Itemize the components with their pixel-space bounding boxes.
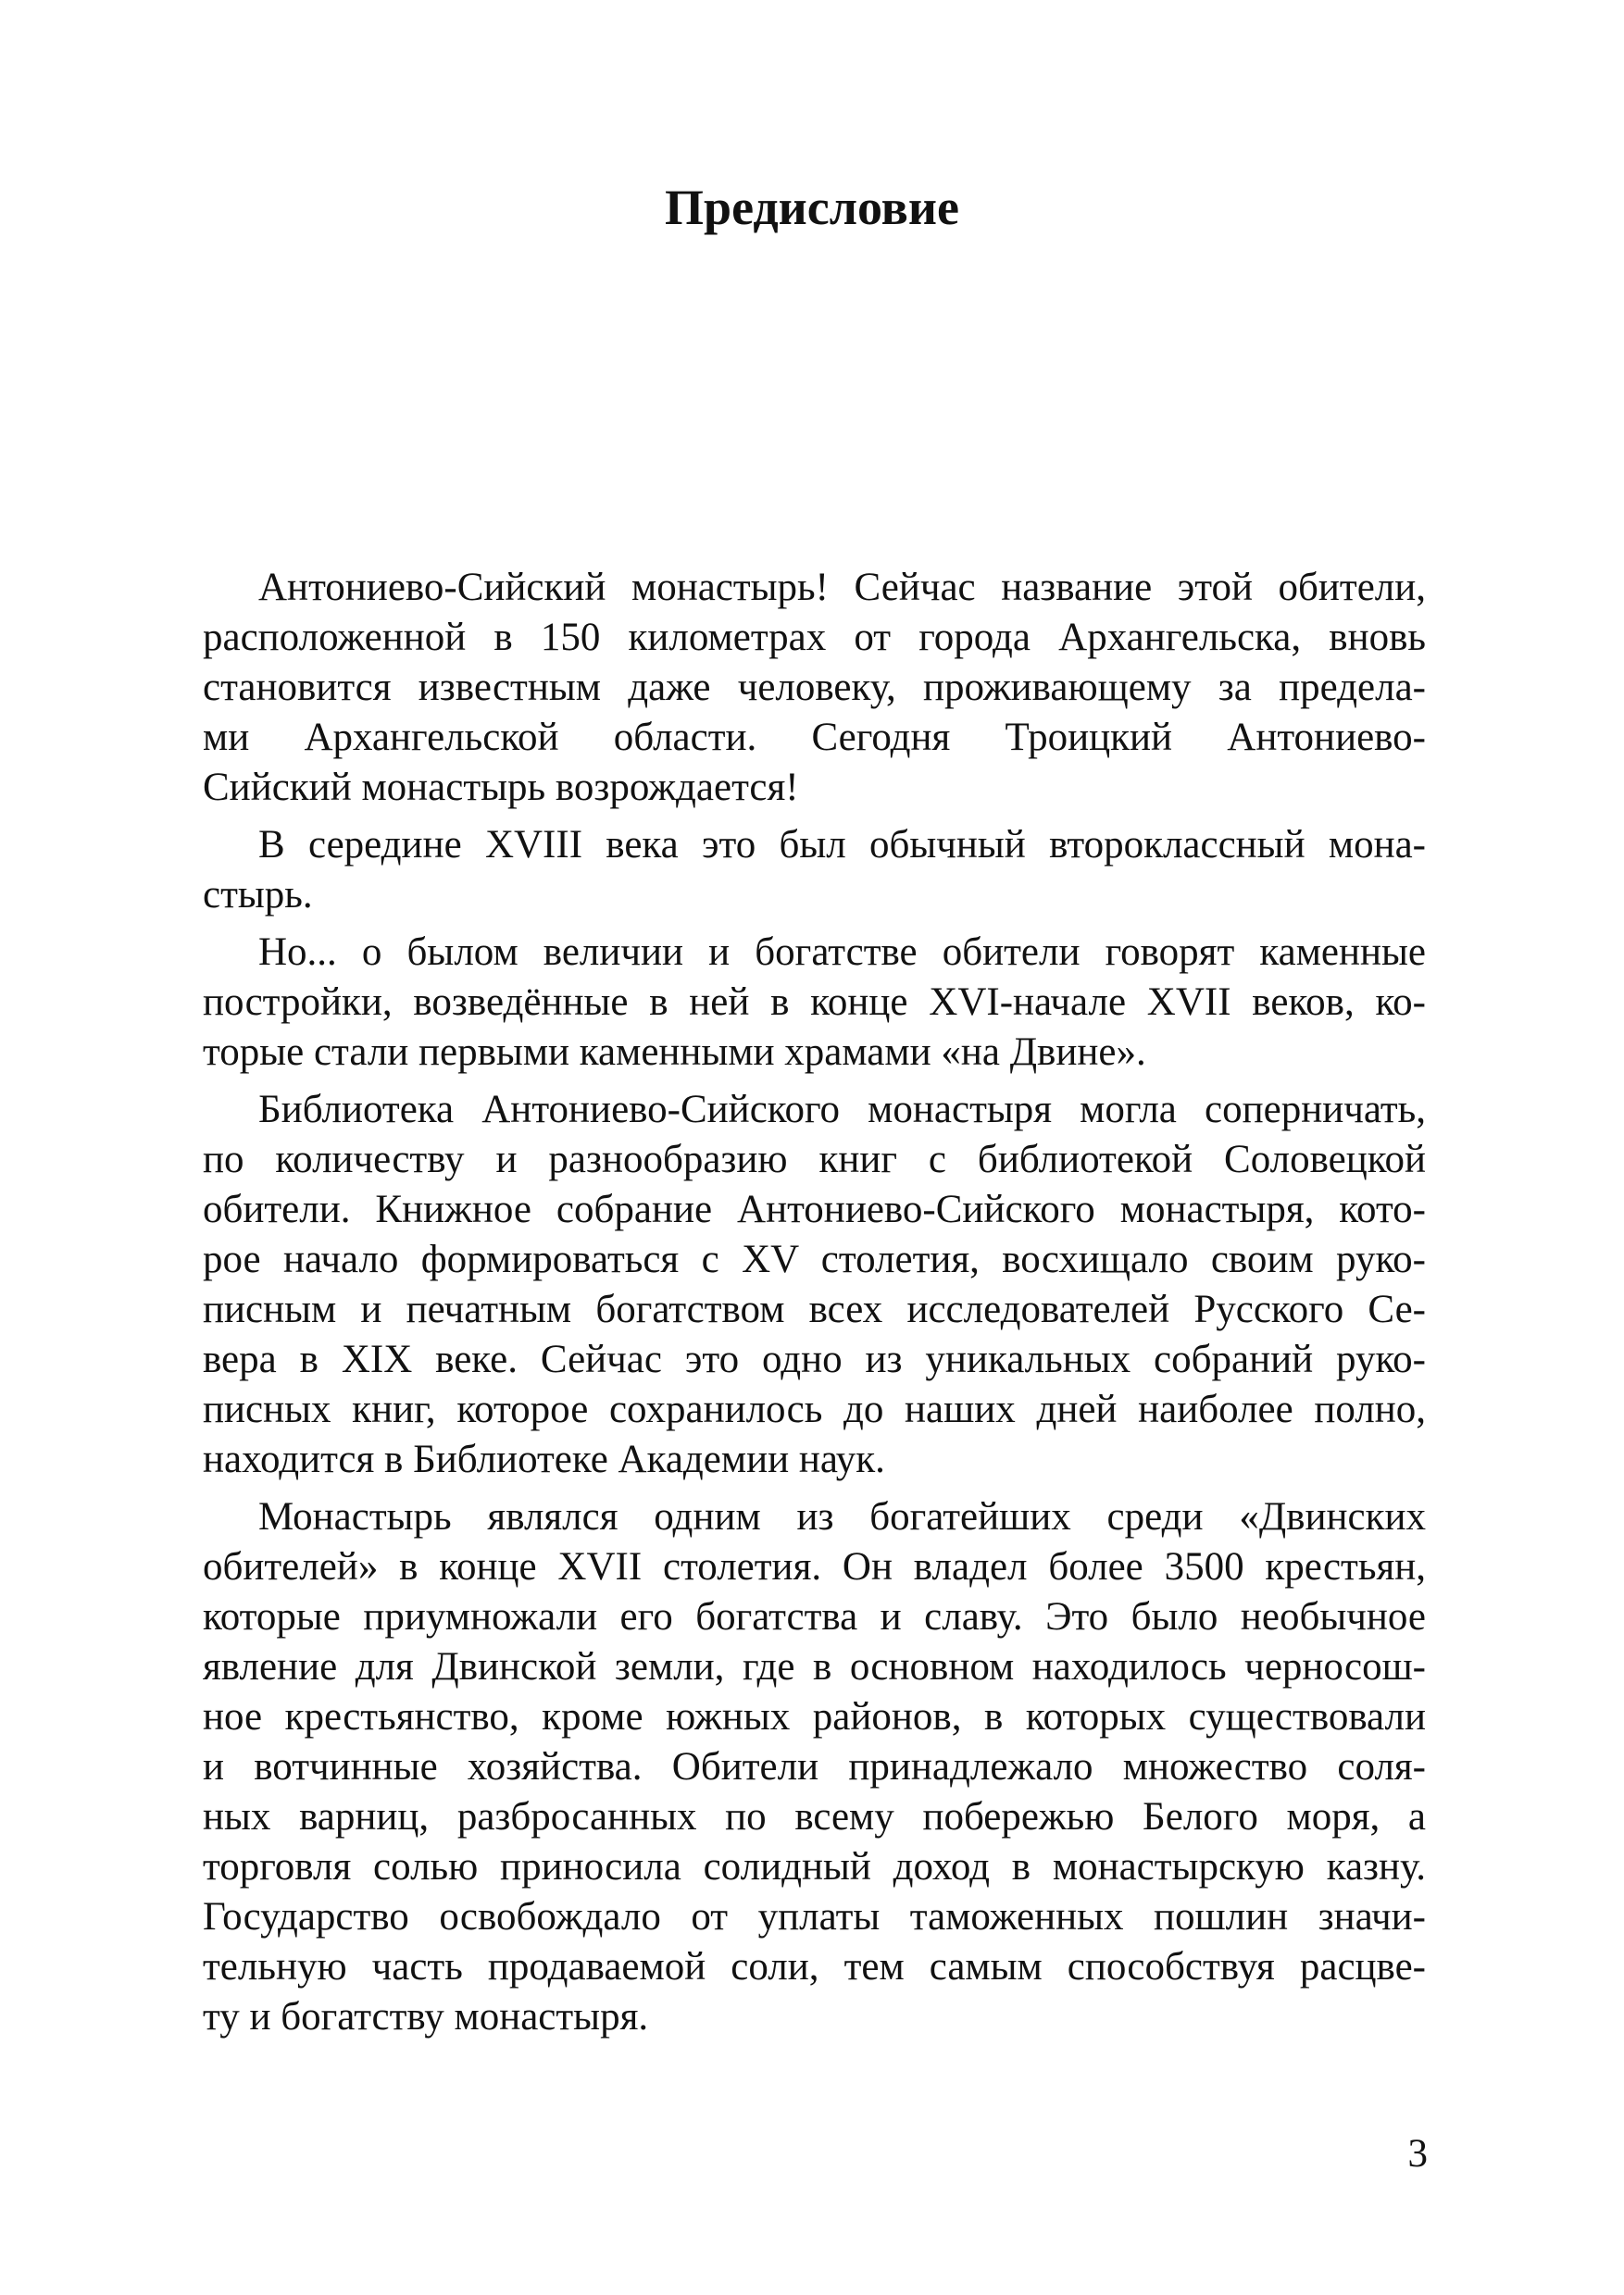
text-line: рое начало формироваться с XV столетия, восхищало своим руко- bbox=[203, 1238, 1426, 1281]
text-line: писным и печатным богатством всех исследователей Русского Се- bbox=[203, 1288, 1426, 1331]
text-line: ми Архангельской области. Сегодня Троицкий Антониево- bbox=[203, 716, 1426, 759]
text-line: торговля солью приносила солидный доход в монастырскую казну. bbox=[203, 1845, 1426, 1889]
text-line: Антониево-Сийский монастырь! Сейчас название этой обители, bbox=[258, 566, 1426, 609]
text-line: становится известным даже человеку, проживающему за предела- bbox=[203, 666, 1426, 709]
text-line: Но... о былом величии и богатстве обители говорят каменные bbox=[258, 930, 1426, 974]
paragraph bbox=[203, 820, 1426, 920]
paragraph bbox=[203, 1085, 1426, 1485]
text-line: В середине XVIII века это был обычный второклассный мона- bbox=[258, 823, 1426, 867]
text-line: стырь. bbox=[203, 873, 313, 917]
page-number: 3 bbox=[1407, 2132, 1428, 2176]
text-line: постройки, возведённые в ней в конце XVI-начале XVII веков, ко- bbox=[203, 980, 1426, 1024]
text-line: тельную часть продаваемой соли, тем самым способствуя расцве- bbox=[203, 1945, 1426, 1989]
text-line: и вотчинные хозяйства. Обители принадлежало множество соля- bbox=[203, 1745, 1426, 1789]
text-line: торые стали первыми каменными храмами «на Двине». bbox=[203, 1030, 1146, 1074]
text-line: писных книг, которое сохранилось до наших дней наиболее полно, bbox=[203, 1388, 1426, 1431]
body-text bbox=[203, 563, 1426, 2050]
text-line: Сийский монастырь возрождается! bbox=[203, 766, 799, 809]
text-line: Монастырь являлся одним из богатейших среди «Двинских bbox=[258, 1495, 1426, 1539]
text-line: Библиотека Антониево-Сийского монастыря могла соперничать, bbox=[258, 1088, 1426, 1131]
text-line: по количеству и разнообразию книг с библиотекой Соловецкой bbox=[203, 1138, 1426, 1181]
text-line: обителей» в конце XVII столетия. Он владел более 3500 крестьян, bbox=[203, 1545, 1426, 1589]
paragraph bbox=[203, 928, 1426, 1078]
text-line: ное крестьянство, кроме южных районов, в которых существовали bbox=[203, 1695, 1426, 1739]
paragraph bbox=[203, 563, 1426, 813]
paragraph bbox=[203, 1492, 1426, 2042]
text-line: явление для Двинской земли, где в основном находилось черносош- bbox=[203, 1645, 1426, 1689]
text-line: которые приумножали его богатства и славу. Это было необычное bbox=[203, 1595, 1426, 1639]
text-line: обители. Книжное собрание Антониево-Сийского монастыря, кото- bbox=[203, 1188, 1426, 1231]
text-line: ту и богатству монастыря. bbox=[203, 1995, 649, 2039]
text-line: расположенной в 150 километрах от города Архангельска, вновь bbox=[203, 616, 1426, 659]
text-line: вера в XIX веке. Сейчас это одно из уникальных собраний руко- bbox=[203, 1338, 1426, 1381]
text-line: находится в Библиотеке Академии наук. bbox=[203, 1438, 885, 1481]
text-line: ных варниц, разбросанных по всему побережью Белого моря, а bbox=[203, 1795, 1426, 1839]
page-title: Предисловие bbox=[665, 180, 959, 235]
text-line: Государство освобождало от уплаты таможенных пошлин значи- bbox=[203, 1895, 1426, 1939]
